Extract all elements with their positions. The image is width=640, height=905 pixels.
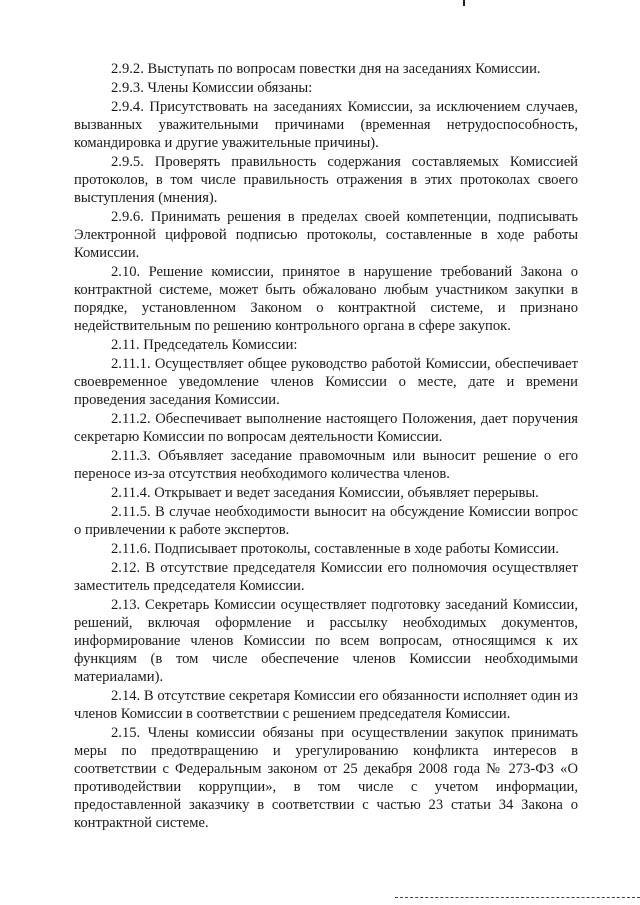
paragraph-2-9-6: 2.9.6. Принимать решения в пределах своей компетенции, подписывать Электронной цифровой подписью протоколы, составленные в ходе работы Комиссии. bbox=[74, 209, 578, 261]
paragraph-2-9-5: 2.9.5. Проверять правильность содержания составляемых Комиссией протоколов, в том числе правильность отражения в этих протоколах своего выступления (мнения). bbox=[74, 154, 578, 206]
paragraph-2-9-4: 2.9.4. Присутствовать на заседаниях Комиссии, за исключением случаев, вызванных уважительными причинами (временная нетрудоспособность, командировка и другие уважительные причины). bbox=[74, 99, 578, 151]
paragraph-2-14: 2.14. В отсутствие секретаря Комиссии его обязанности исполняет один из членов Комиссии в соответствии с решением председателя Комиссии. bbox=[74, 688, 578, 722]
paragraph-2-13: 2.13. Секретарь Комиссии осуществляет подготовку заседаний Комиссии, решений, включая оформление и рассылку необходимых документов, информирование членов Комиссии по всем вопросам, относящимся к их функциям (в том числе обеспечение членов Комиссии необходимыми материалами). bbox=[74, 597, 578, 685]
paragraph-2-11-2: 2.11.2. Обеспечивает выполнение настоящего Положения, дает поручения секретарю Комиссии по вопросам деятельности Комиссии. bbox=[74, 411, 578, 445]
paragraph-2-10: 2.10. Решение комиссии, принятое в нарушение требований Закона о контрактной системе, может быть обжаловано любым участником закупки в порядке, установленном Законом о контрактной системе, и признано недействительным по решению контрольного органа в сфере закупок. bbox=[74, 264, 578, 334]
scan-mark bbox=[463, 0, 465, 6]
paragraph-2-9-3: 2.9.3. Члены Комиссии обязаны: bbox=[111, 80, 313, 96]
bottom-divider bbox=[395, 897, 640, 899]
paragraph-2-11: 2.11. Председатель Комиссии: bbox=[111, 337, 298, 353]
paragraph-2-11-5: 2.11.5. В случае необходимости выносит на обсуждение Комиссии вопрос о привлечении к работе экспертов. bbox=[74, 504, 578, 538]
paragraph-2-9-2: 2.9.2. Выступать по вопросам повестки дня на заседаниях Комиссии. bbox=[111, 61, 541, 77]
document-body bbox=[74, 60, 578, 833]
paragraph-2-11-6: 2.11.6. Подписывает протоколы, составленные в ходе работы Комиссии. bbox=[111, 541, 559, 557]
paragraph-2-11-4: 2.11.4. Открывает и ведет заседания Комиссии, объявляет перерывы. bbox=[111, 485, 539, 501]
paragraph-2-11-1: 2.11.1. Осуществляет общее руководство работой Комиссии, обеспечивает своевременное уведомление членов Комиссии о месте, дате и времени проведения заседания Комиссии. bbox=[74, 356, 578, 408]
paragraph-2-11-3: 2.11.3. Объявляет заседание правомочным или выносит решение о его переносе из-за отсутствия необходимого количества членов. bbox=[74, 448, 578, 482]
paragraph-2-15: 2.15. Члены комиссии обязаны при осуществлении закупок принимать меры по предотвращению и урегулированию конфликта интересов в соответствии с Федеральным законом от 25 декабря 2008 года № 273-ФЗ «О противодействии коррупции», в том числе с учетом информации, предоставленной заказчику в соответствии с частью 23 статьи 34 Закона о контрактной системе. bbox=[74, 725, 578, 831]
paragraph-2-12: 2.12. В отсутствие председателя Комиссии его полномочия осуществляет заместитель председателя Комиссии. bbox=[74, 560, 578, 594]
